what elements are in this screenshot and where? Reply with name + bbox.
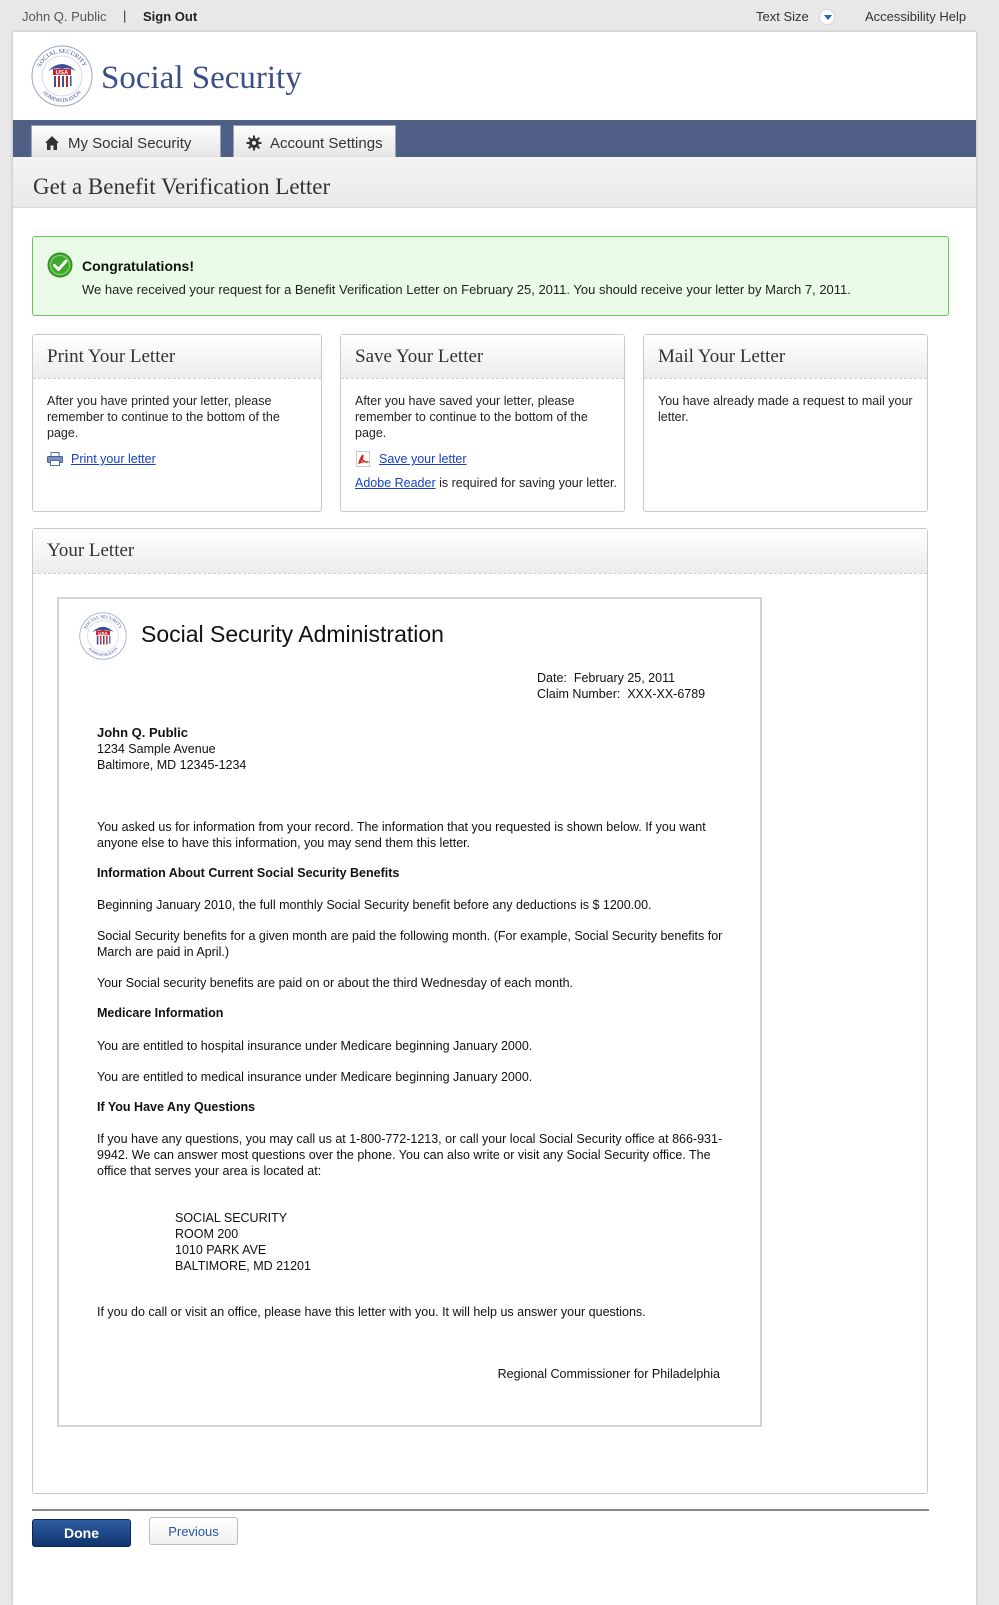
card-title: Save Your Letter: [341, 335, 624, 379]
print-letter-card: [32, 334, 322, 512]
page-title: Get a Benefit Verification Letter: [33, 174, 331, 199]
letter-org-name: Social Security Administration: [141, 621, 444, 647]
previous-button[interactable]: Previous: [149, 1517, 238, 1545]
card-title: Print Your Letter: [33, 335, 321, 379]
pdf-icon: [355, 451, 371, 467]
accessibility-help-link[interactable]: Accessibility Help: [865, 9, 967, 24]
letter-meta: [537, 670, 705, 702]
utility-separator: |: [123, 8, 127, 23]
adobe-reader-row: [355, 476, 617, 490]
save-link-row: [355, 451, 467, 467]
checkmark-icon: [47, 252, 73, 278]
date-label: Date:: [537, 671, 567, 685]
text-size-label: Text Size: [756, 9, 809, 24]
bottom-divider: [32, 1509, 929, 1511]
svg-text:USA: USA: [55, 70, 69, 77]
tab-label: My Social Security: [68, 134, 192, 152]
svg-text:ADMINISTRATION: ADMINISTRATION: [41, 89, 83, 105]
mail-letter-card: [643, 334, 928, 512]
page-container: [13, 32, 976, 1605]
heading-questions: If You Have Any Questions: [97, 1100, 256, 1114]
medicare-medical: You are entitled to medical insurance under Medicare beginning January 2000.: [97, 1070, 533, 1084]
main-nav: [13, 120, 976, 157]
heading-medicare: Medicare Information: [97, 1006, 224, 1020]
adobe-reader-link[interactable]: Adobe Reader: [355, 476, 436, 490]
user-name: John Q. Public: [22, 9, 107, 24]
letter-closing: If you do call or visit an office, please have this letter with you. It will help us answer your questions.: [97, 1305, 646, 1319]
text-size-dropdown-icon[interactable]: [819, 9, 835, 25]
date-value: February 25, 2011: [573, 671, 676, 685]
card-text: After you have saved your letter, please remember to continue to the bottom of the page.: [355, 394, 588, 440]
sign-out-link[interactable]: Sign Out: [143, 9, 198, 24]
done-button[interactable]: Done: [32, 1519, 131, 1547]
home-icon: [44, 135, 60, 151]
benefit-day: Your Social security benefits are paid on or about the third Wednesday of each month.: [97, 976, 573, 990]
questions-text: If you have any questions, you may call us at 1-800-772-1213, or call your local Social Security office at 866-931-9942. We can answer most questions over the phone. You can also write or visit any Social Security office. The office that serves your area is located at:: [97, 1132, 723, 1178]
office-line: ROOM 200: [175, 1227, 239, 1241]
claim-value: XXX-XX-6789: [627, 687, 706, 701]
svg-text:SOCIAL SECURITY: SOCIAL SECURITY: [36, 47, 88, 69]
office-line: BALTIMORE, MD 21201: [175, 1259, 311, 1273]
office-address: [175, 1210, 311, 1274]
page-heading-band: [13, 157, 976, 208]
gear-icon: [246, 135, 262, 151]
svg-text:SOCIAL SECURITY: SOCIAL SECURITY: [83, 615, 123, 631]
brand-title: Social Security: [101, 60, 302, 96]
utility-bar: [0, 0, 999, 32]
ssa-seal-logo: [79, 612, 127, 660]
medicare-hospital: You are entitled to hospital insurance under Medicare beginning January 2000.: [97, 1039, 533, 1053]
tab-label: Account Settings: [270, 134, 383, 152]
letter-document: [57, 597, 762, 1427]
your-letter-panel: [32, 528, 928, 1494]
svg-text:ADMINISTRATION: ADMINISTRATION: [87, 646, 119, 658]
success-title: Congratulations!: [82, 258, 194, 274]
card-title: Mail Your Letter: [644, 335, 927, 379]
svg-text:USA: USA: [98, 630, 108, 636]
save-letter-link[interactable]: Save your letter: [379, 452, 467, 466]
tab-account-settings[interactable]: [233, 125, 396, 160]
tab-my-social-security[interactable]: [31, 125, 221, 160]
benefit-timing: Social Security benefits for a given month are paid the following month. (For example, Social Security benefits for March are paid in April.): [97, 929, 723, 959]
printer-icon: [47, 452, 63, 466]
recipient-name: John Q. Public: [97, 725, 189, 740]
recipient-city: Baltimore, MD 12345-1234: [97, 758, 247, 772]
card-text: After you have printed your letter, please remember to continue to the bottom of the page.: [47, 394, 280, 440]
office-line: SOCIAL SECURITY: [175, 1211, 288, 1225]
office-line: 1010 PARK AVE: [175, 1243, 267, 1257]
heading-benefits: Information About Current Social Security Benefits: [97, 866, 400, 880]
print-letter-link[interactable]: Print your letter: [71, 452, 156, 466]
ssa-seal-logo: [31, 45, 93, 107]
card-text: You have already made a request to mail your letter.: [658, 394, 913, 424]
adobe-reader-note: is required for saving your letter.: [435, 476, 617, 490]
success-message-box: [32, 236, 949, 316]
claim-label: Claim Number:: [537, 687, 621, 701]
benefit-amount: Beginning January 2010, the full monthly Social Security benefit before any deductions is $ 1200.00.: [97, 898, 652, 912]
panel-title: Your Letter: [33, 529, 927, 574]
recipient-street: 1234 Sample Avenue: [97, 742, 216, 756]
letter-signature: Regional Commissioner for Philadelphia: [497, 1367, 720, 1381]
letter-intro: You asked us for information from your record. The information that you requested is shown below. If you want anyone else to have this information, you may send them this letter.: [97, 820, 706, 850]
success-message: We have received your request for a Benefit Verification Letter on February 25, 2011. You should receive your letter by March 7, 2011.: [82, 282, 851, 297]
print-link-row: [47, 452, 156, 466]
save-letter-card: [340, 334, 625, 512]
recipient-address: [97, 725, 246, 773]
